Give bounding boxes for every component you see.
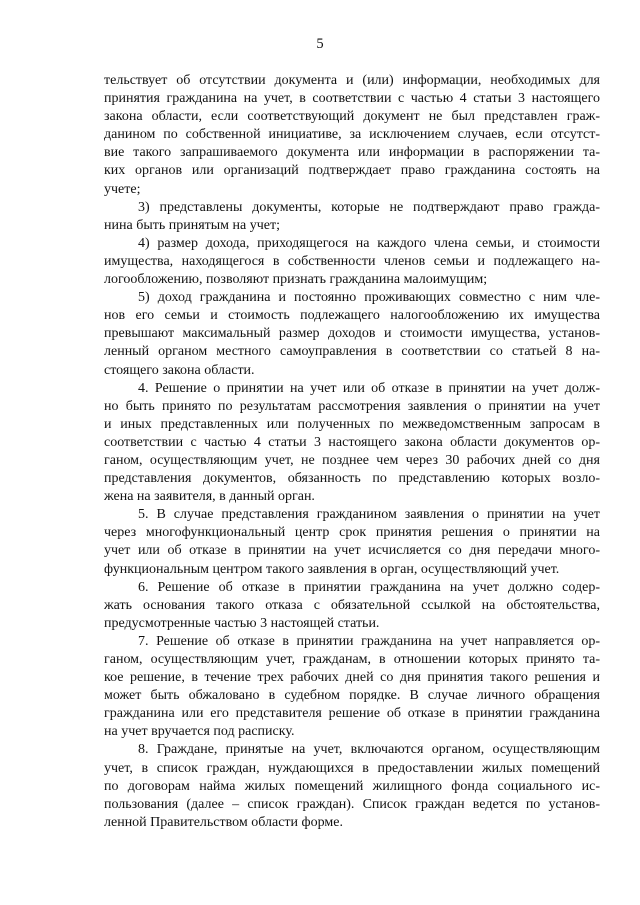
text-line: по договорам найма жилых помещений жилищного фонда социального ис- [104, 778, 600, 794]
text-line: логообложению, позволяют признать гражданина малоимущим; [104, 272, 488, 288]
text-line: функциональным центром такого заявления в орган, осуществляющий учет. [104, 561, 560, 577]
document-body [104, 72, 600, 832]
text-line: данином по собственной инициативе, за исключением случаев, если отсутст- [104, 127, 600, 143]
paragraph-section-5 [104, 506, 600, 578]
text-line: ленной Правительством области форме. [104, 814, 343, 830]
paragraph-section-7 [104, 633, 600, 742]
paragraph-item-4 [104, 235, 600, 289]
text-line: 6. Решение об отказе в принятии гражданина на учет должно содер- [138, 579, 600, 595]
text-line: может быть обжаловано в судебном порядке. В случае личного обращения [104, 688, 600, 704]
text-line: жена на заявителя, в данный орган. [104, 489, 315, 505]
text-line: учет или об отказе в принятии на учет исчисляется со дня передачи много- [104, 543, 600, 559]
text-line: ленный органом местного самоуправления в соответствии со статьей 8 на- [104, 344, 600, 360]
paragraph-item-3 [104, 199, 600, 235]
text-line: закона области, если соответствующий документ не был представлен граж- [104, 109, 600, 125]
text-line: 5) доход гражданина и постоянно проживающих совместно с ним чле- [138, 290, 600, 306]
text-line: учет, в список граждан, нуждающихся в предоставлении жилых помещений [104, 760, 600, 776]
page-number: 5 [316, 36, 324, 52]
text-line: тельствует об отсутствии документа и (или) информации, необходимых для [104, 73, 600, 88]
text-line: но быть принято по результатам рассмотрения заявления о принятии на учет [104, 398, 600, 414]
text-line: жать основания такого отказа с обязательной ссылкой на обстоятельства, [104, 597, 600, 613]
paragraph-continuation [104, 72, 600, 199]
text-line: превышают максимальный размер доходов и стоимости имущества, установ- [104, 326, 600, 342]
text-line: пользования (далее – список граждан). Список граждан ведется по установ- [104, 796, 600, 812]
text-line: предусмотренные частью 3 настоящей статьи. [104, 615, 380, 631]
text-line: нов его семьи и стоимость подлежащего налогообложению их имущества [104, 308, 600, 324]
text-line: 4) размер дохода, приходящегося на каждого члена семьи, и стоимости [138, 235, 600, 251]
text-line: вие такого запрашиваемого документа или информации в распоряжении та- [104, 145, 600, 161]
text-line: через многофункциональный центр срок принятия решения о принятии на [104, 525, 600, 541]
text-line: ганом, осуществляющим учет, гражданам, в отношении которых принято та- [104, 652, 600, 667]
paragraph-section-8 [104, 741, 600, 831]
text-line: соответствии с частью 4 статьи 3 настоящего закона области документов ор- [104, 434, 600, 450]
text-line: 3) представлены документы, которые не подтверждают право гражда- [138, 199, 600, 215]
paragraph-section-6 [104, 579, 600, 633]
paragraph-item-5 [104, 289, 600, 379]
text-line: ких органов или организаций подтверждает право гражданина состоять на [104, 163, 600, 179]
text-line: 5. В случае представления гражданином заявления о принятии на учет [138, 507, 600, 523]
text-line: кое решение, в течение трех рабочих дней со дня принятия такого решения и [104, 670, 600, 686]
text-line: 7. Решение об отказе в принятии гражданина на учет направляется ор- [138, 633, 600, 649]
text-line: и иных представленных или полученных по межведомственным запросам в [104, 416, 600, 432]
paragraph-section-4 [104, 380, 600, 507]
text-line: гражданина или его представителя решение об отказе в принятии гражданина [104, 706, 600, 722]
text-line: нина быть принятым на учет; [104, 217, 280, 233]
text-line: 8. Граждане, принятые на учет, включаются органом, осуществляющим [138, 742, 600, 758]
text-line: принятия гражданина на учет, в соответствии с частью 4 статьи 3 настоящего [104, 91, 600, 107]
text-line: 4. Решение о принятии на учет или об отказе в принятии на учет долж- [138, 380, 600, 396]
text-line: имущества, находящегося в собственности членов семьи и подлежащего на- [104, 253, 600, 269]
text-line: учете; [104, 181, 141, 197]
text-line: стоящего закона области. [104, 362, 255, 378]
text-line: на учет вручается под расписку. [104, 724, 295, 740]
text-line: ганом, осуществляющим учет, не позднее чем через 30 рабочих дней со дня [104, 452, 600, 468]
text-line: представления документов, обязанность по представлению которых возло- [104, 471, 600, 487]
